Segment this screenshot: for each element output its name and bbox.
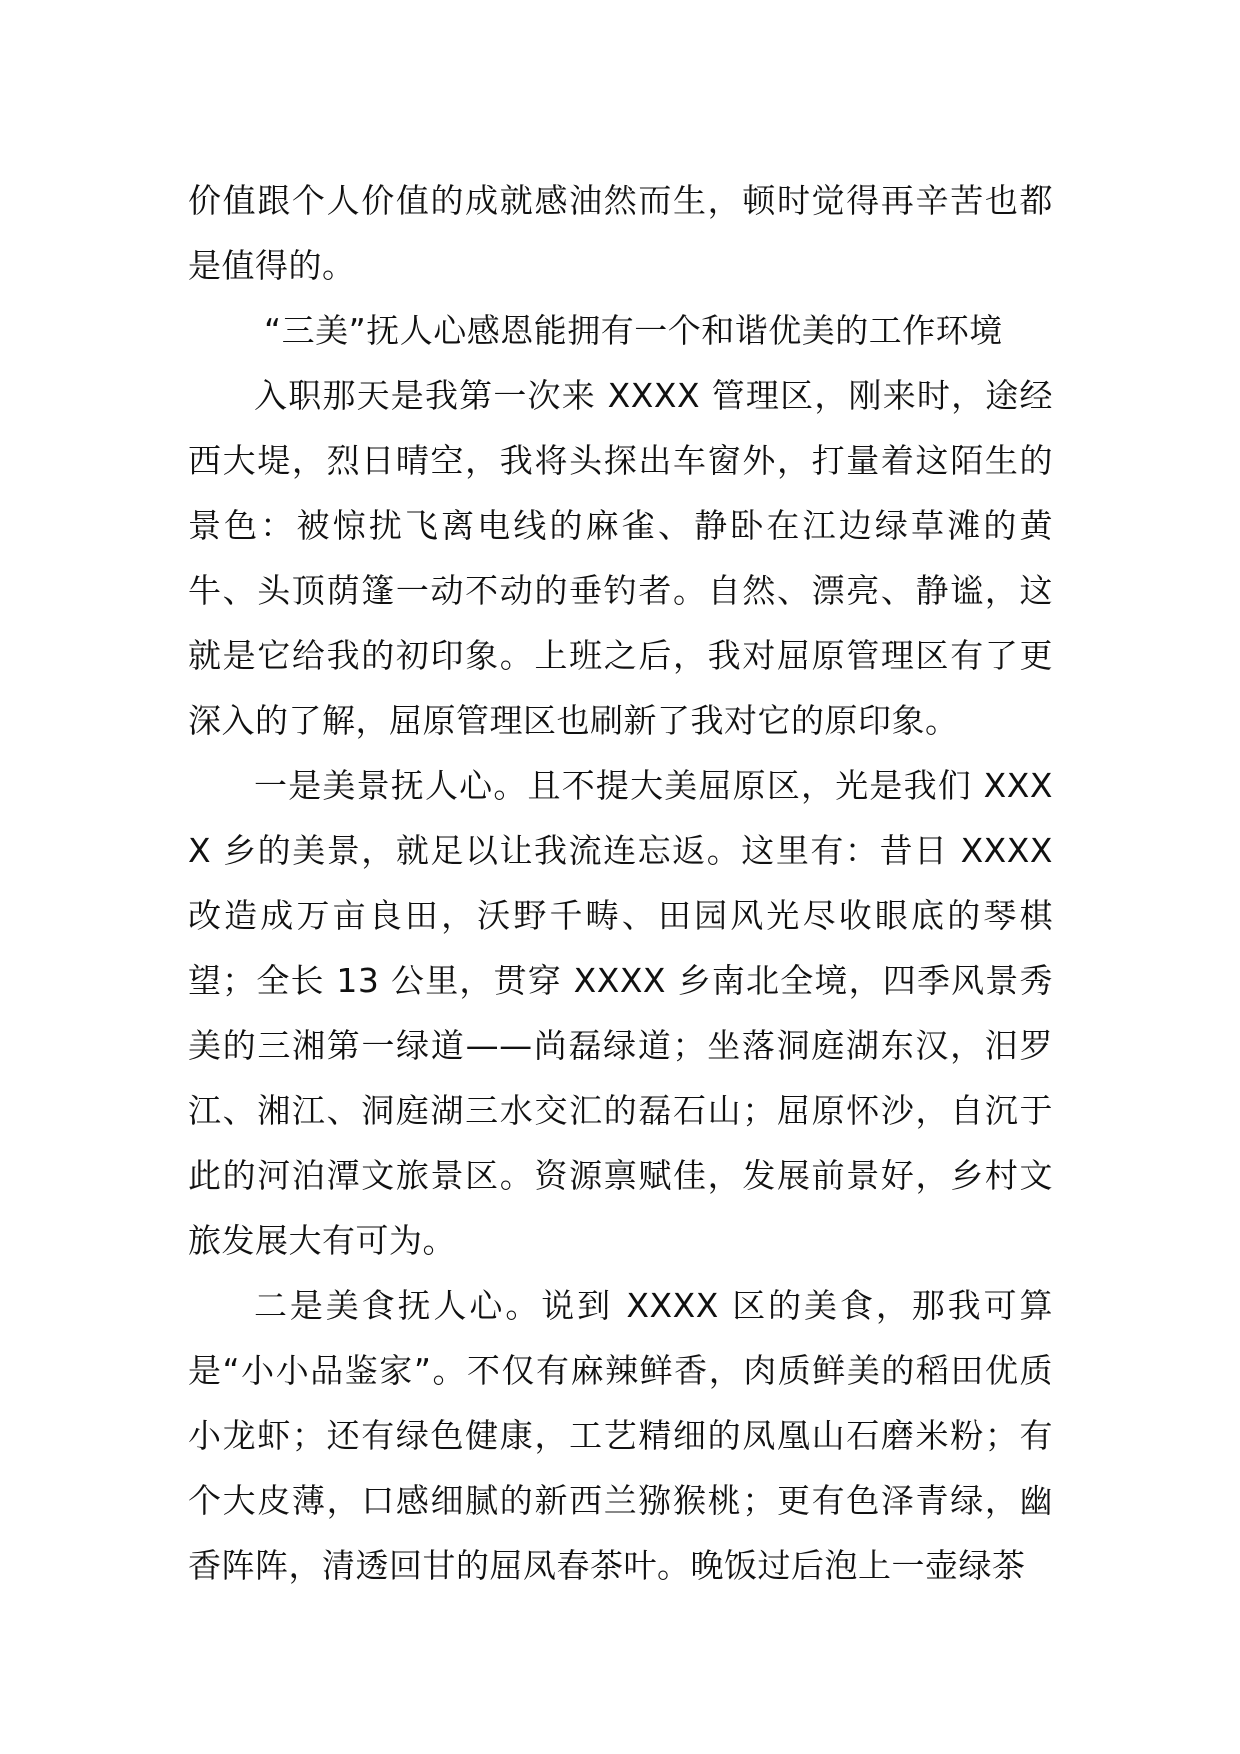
paragraph-food: 二是美食抚人心。说到 XXXX 区的美食，那我可算是“小小品鉴家”。不仅有麻辣鲜香，肉质鲜美的稻田优质小龙虾；还有绿色健康，工艺精细的凤凰山石磨米粉；有个大皮薄，口感细腻的新西兰猕猴桃；更有色泽青绿，幽香阵阵，清透回甘的屈凤春茶叶。晚饭过后泡上一壶绿茶	[188, 1286, 1053, 1585]
paragraph-intro: 入职那天是我第一次来 XXXX 管理区，刚来时，途经西大堤，烈日晴空，我将头探出车窗外，打量着这陌生的景色：被惊扰飞离电线的麻雀、静卧在江边绿草滩的黄牛、头顶荫篷一动不动的垂钓者。自然、漂亮、静谧，这就是它给我的初印象。上班之后，我对屈原管理区有了更深入的了解，屈原管理区也刷新了我对它的原印象。	[188, 376, 1053, 740]
document-body	[188, 168, 1053, 1598]
paragraph-scenery: 一是美景抚人心。且不提大美屈原区，光是我们 XXXX 乡的美景，就足以让我流连忘返。这里有：昔日 XXXX 改造成万亩良田，沃野千畴、田园风光尽收眼底的琴棋望；全长 13 公里，贯穿 XXXX 乡南北全境，四季风景秀美的三湘第一绿道——尚磊绿道；坐落洞庭湖东汉，汨罗江、湘江、洞庭湖三水交汇的磊石山；屈原怀沙，自沉于此的河泊潭文旅景区。资源禀赋佳，发展前景好，乡村文旅发展大有可为。	[188, 766, 1053, 1260]
paragraph-continuation: 价值跟个人价值的成就感油然而生，顿时觉得再辛苦也都是值得的。	[188, 181, 1053, 285]
section-heading: “三美”抚人心感恩能拥有一个和谐优美的工作环境	[264, 311, 1003, 350]
